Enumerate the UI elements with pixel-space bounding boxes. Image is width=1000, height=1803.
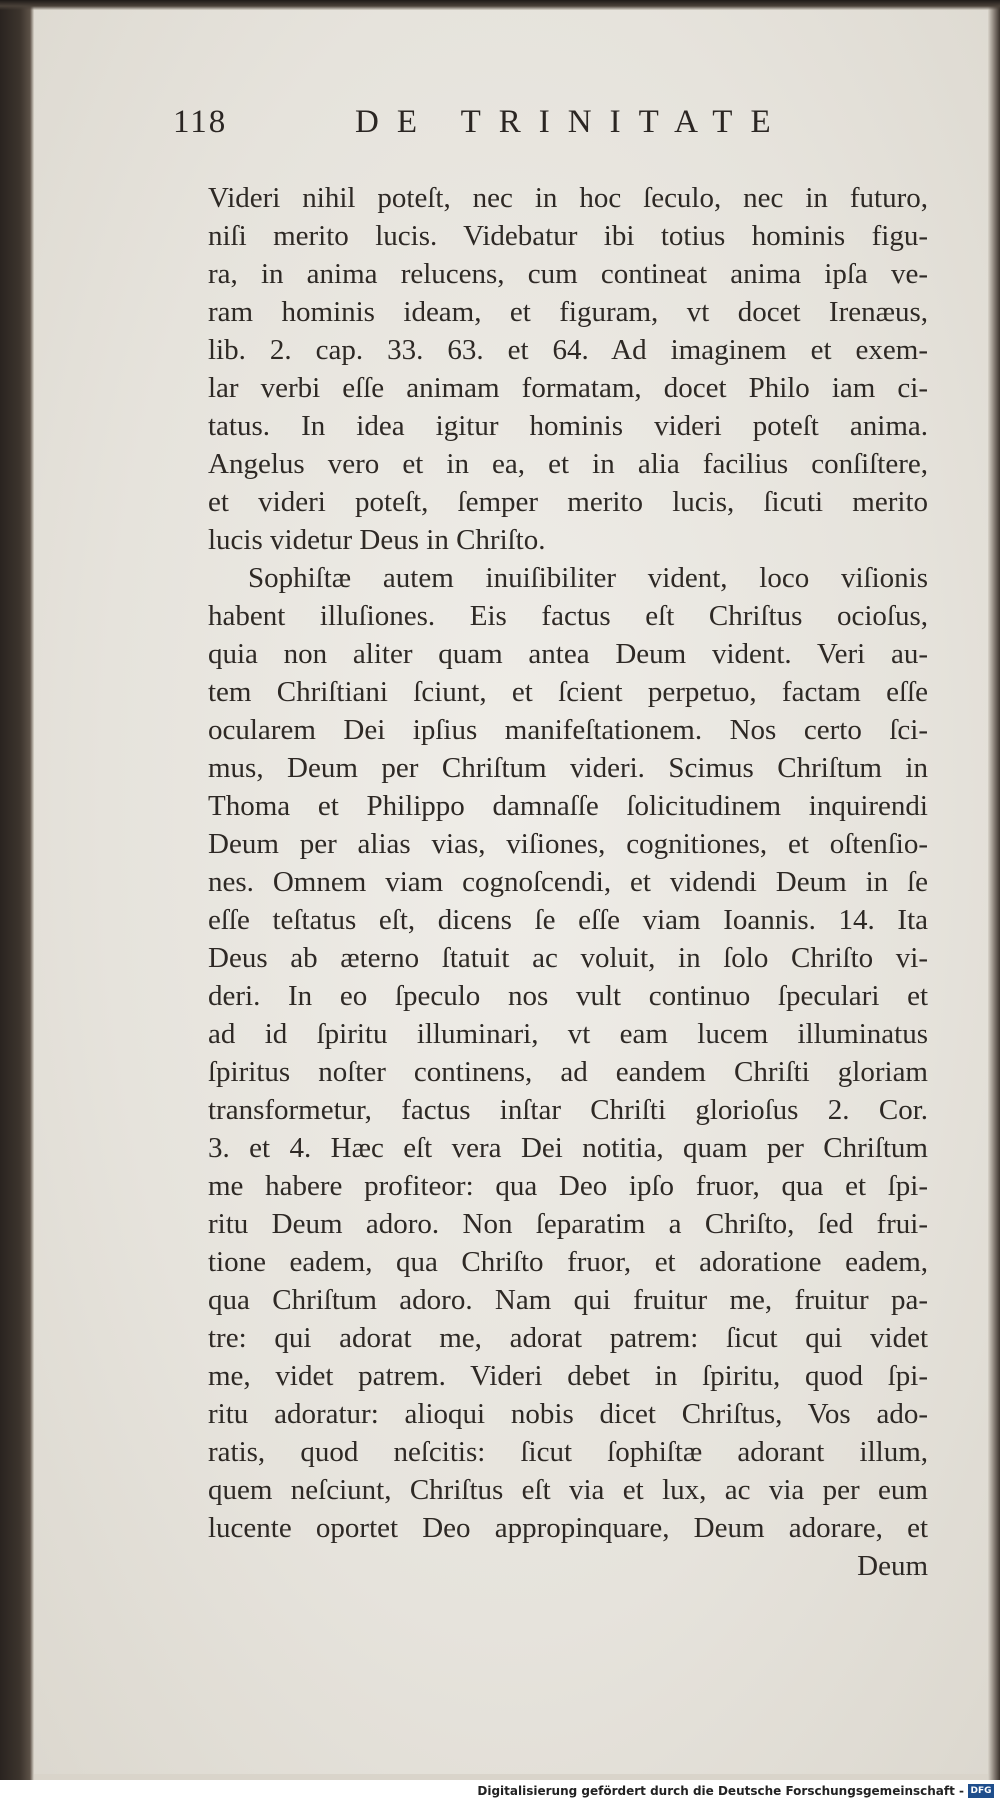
text-line: Deus ab æterno ſtatuit ac voluit, in ſolo Chriſto vi- [208,942,928,974]
text-line: quia non aliter quam antea Deum vident. Veri au- [208,638,928,670]
text-line: habent illuſiones. Eis factus eſt Chriſtus ocioſus, [208,600,928,632]
text-line: Videri nihil poteſt, nec in hoc ſeculo, nec in futuro, [208,182,928,214]
text-line: me, videt patrem. Videri debet in ſpiritu, quod ſpi- [208,1360,928,1392]
funding-credit: Digitalisierung gefördert durch die Deutsche Forschungsgemeinschaft - [477,1784,964,1798]
dfg-logo: DFG [968,1784,994,1798]
text-line: quem neſciunt, Chriſtus eſt via et lux, ac via per eum [208,1474,928,1506]
page-header [173,104,793,160]
page-number: 118 [173,104,228,140]
text-line: eſſe teſtatus eſt, dicens ſe eſſe viam Ioannis. 14. Ita [208,904,928,936]
text-line: et videri poteſt, ſemper merito lucis, ſicuti merito [208,486,928,518]
text-line: ratis, quod neſcitis: ſicut ſophiſtæ adorant illum, [208,1436,928,1468]
text-line: 3. et 4. Hæc eſt vera Dei notitia, quam per Chriſtum [208,1132,928,1164]
text-line: lucente oportet Deo appropinquare, Deum adorare, et [208,1512,928,1544]
text-line: mus, Deum per Chriſtum videri. Scimus Chriſtum in [208,752,928,784]
text-line: niſi merito lucis. Videbatur ibi totius hominis figu- [208,220,928,252]
text-line: tem Chriſtiani ſciunt, et ſcient perpetuo, factam eſſe [208,676,928,708]
running-title: DE TRINITATE [355,104,789,140]
text-line: Deum per alias vias, viſiones, cognitiones, et oſtenſio- [208,828,928,860]
text-line: tione eadem, qua Chriſto fruor, et adoratione eadem, [208,1246,928,1278]
digitization-footer [0,1780,1000,1803]
text-line: ram hominis ideam, et figuram, vt docet Irenæus, [208,296,928,328]
text-line: Thoma et Philippo damnaſſe ſolicitudinem inquirendi [208,790,928,822]
text-line: Sophiſtæ autem inuiſibiliter vident, loco viſionis [248,562,928,594]
text-line: lib. 2. cap. 33. 63. et 64. Ad imaginem et exem- [208,334,928,366]
text-line: lucis videtur Deus in Chriſto. [208,524,546,556]
text-line: ritu Deum adoro. Non ſeparatim a Chriſto, ſed frui- [208,1208,928,1240]
text-line: ſpiritus noſter continens, ad eandem Chriſti gloriam [208,1056,928,1088]
book-top-edge [0,0,1000,10]
catchword: Deum [857,1550,928,1582]
text-line: ocularem Dei ipſius manifeſtationem. Nos certo ſci- [208,714,928,746]
text-line: me habere profiteor: qua Deo ipſo fruor, qua et ſpi- [208,1170,928,1202]
text-line: Angelus vero et in ea, et in alia facilius conſiſtere, [208,448,928,480]
text-line: ritu adoratur: alioqui nobis dicet Chriſtus, Vos ado- [208,1398,928,1430]
text-line: ra, in anima relucens, cum contineat anima ipſa ve- [208,258,928,290]
body-text [208,179,928,1585]
text-line: qua Chriſtum adoro. Nam qui fruitur me, fruitur pa- [208,1284,928,1316]
text-line: nes. Omnem viam cognoſcendi, et videndi Deum in ſe [208,866,928,898]
text-line: deri. In eo ſpeculo nos vult continuo ſpeculari et [208,980,928,1012]
text-line: tatus. In idea igitur hominis videri poteſt anima. [208,410,928,442]
text-line: tre: qui adorat me, adorat patrem: ſicut qui videt [208,1322,928,1354]
text-line: transformetur, factus inſtar Chriſti glorioſus 2. Cor. [208,1094,928,1126]
text-line: lar verbi eſſe animam formatam, docet Philo iam ci- [208,372,928,404]
text-line: ad id ſpiritu illuminari, vt eam lucem illuminatus [208,1018,928,1050]
